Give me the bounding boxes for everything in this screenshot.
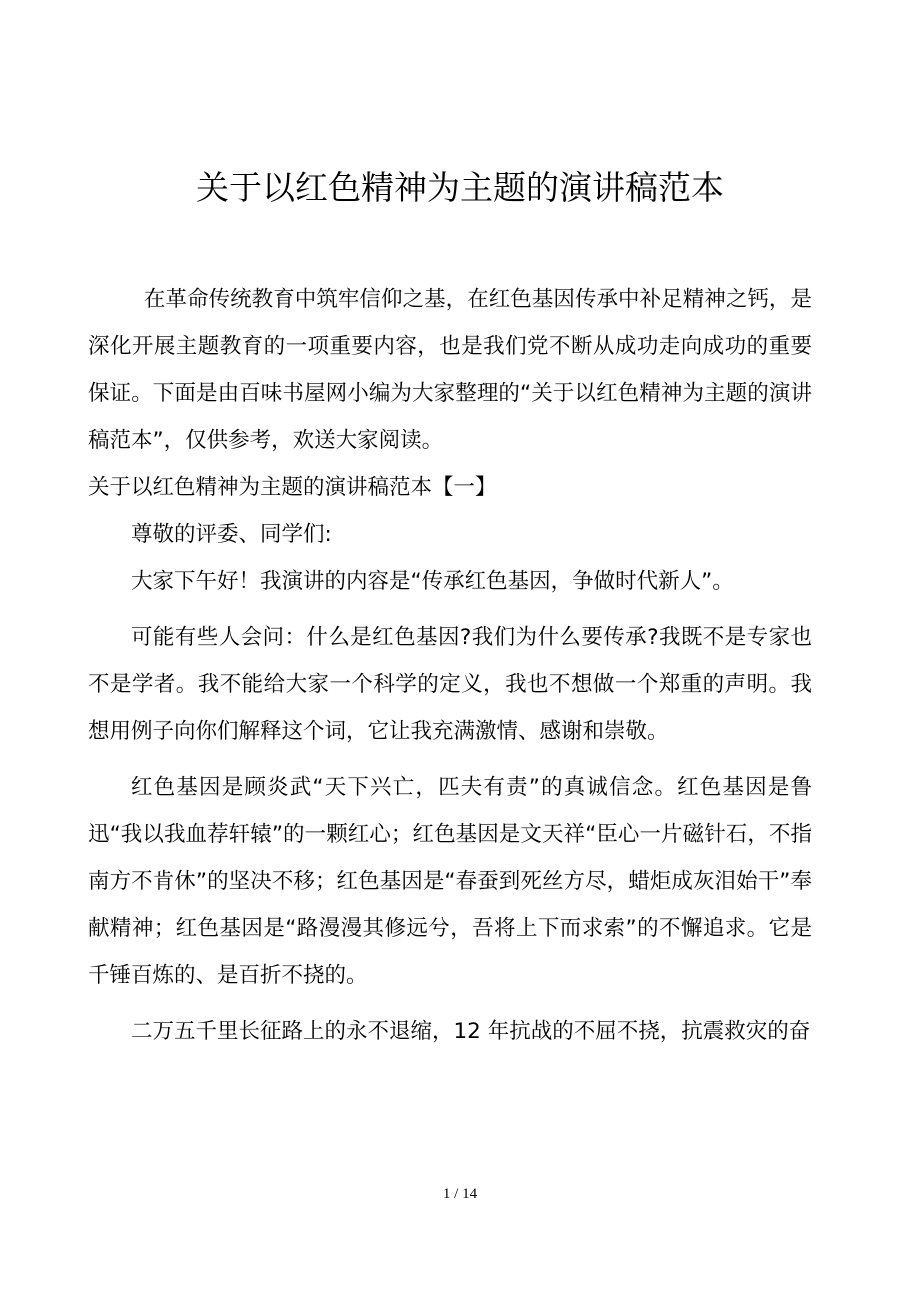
- body-paragraph: 可能有些人会问：什么是红色基因?我们为什么要传承?我既不是专家也不是学者。我不能给大家一个科学的定义，我也不想做一个郑重的声明。我想用例子向你们解释这个词，它让我充满激情、感谢和崇敬。: [88, 625, 812, 744]
- body-paragraph: 红色基因是顾炎武“天下兴亡，匹夫有责”的真诚信念。红色基因是鲁迅“我以我血荐轩辕”的一颗红心；红色基因是文天祥“臣心一片磁针石，不指南方不肯休”的坚决不移；红色基因是“春蚕到死丝方尽，蜡炬成灰泪始干”奉献精神；红色基因是“路漫漫其修远兮，吾将上下而求索”的不懈追求。它是千锤百炼的、是百折不挠的。: [88, 775, 812, 988]
- body-paragraph: 二万五千里长征路上的永不退缩，12 年抗战的不屈不挠，抗震救灾的奋: [131, 1019, 811, 1044]
- intro-paragraph: 在革命传统教育中筑牢信仰之基，在红色基因传承中补足精神之钙，是深化开展主题教育的一项重要内容，也是我们党不断从成功走向成功的重要保证。下面是由百味书屋网小编为大家整理的“关于以红色精神为主题的演讲稿范本”，仅供参考，欢送大家阅读。: [88, 287, 812, 453]
- body-paragraph: 大家下午好！我演讲的内容是“传承红色基因，争做时代新人”。: [131, 569, 734, 594]
- page-number: 1 / 14: [442, 1186, 478, 1202]
- document-body: [88, 276, 812, 1055]
- document-title: 关于以红色精神为主题的演讲稿范本: [196, 168, 724, 207]
- body-paragraph: 尊敬的评委、同学们:: [131, 522, 332, 547]
- section-heading: 关于以红色精神为主题的演讲稿范本【一】: [88, 475, 497, 500]
